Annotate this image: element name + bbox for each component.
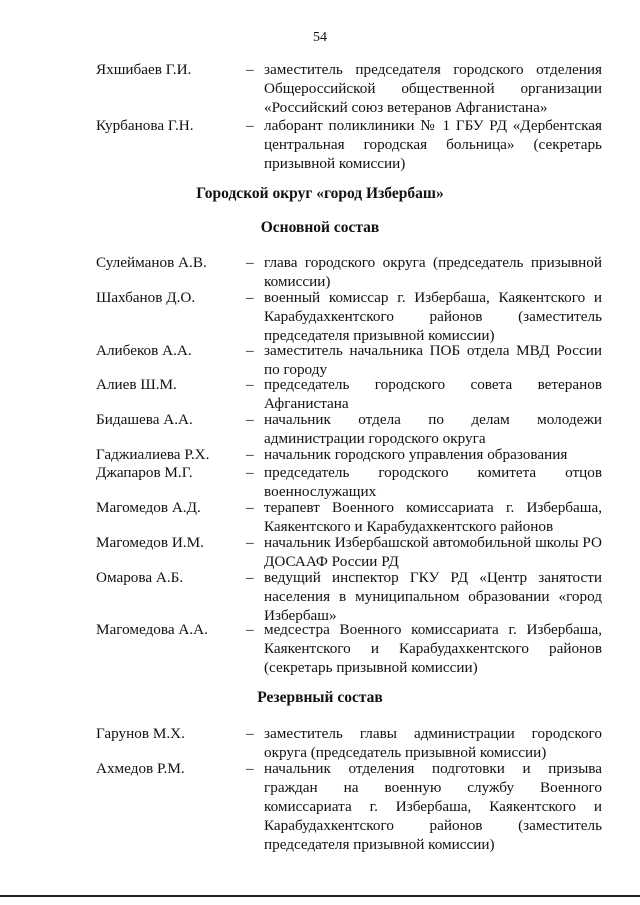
member-position: ведущий инспектор ГКУ РД «Центр занятости населения в муниципальном образовании «город Избербаш» (264, 569, 602, 624)
entry-dash: – (246, 760, 254, 777)
member-name: Курбанова Г.Н. (96, 117, 194, 134)
entry-dash: – (246, 61, 254, 78)
entry-dash: – (246, 376, 254, 393)
section-title: Городской округ «город Избербаш» (196, 185, 444, 202)
member-entry (96, 498, 602, 536)
member-name: Шахбанов Д.О. (96, 289, 196, 306)
member-entry (96, 410, 602, 448)
member-name: Бидашева А.А. (96, 411, 193, 428)
member-name: Алибеков А.А. (96, 342, 192, 359)
bottom-edge-rule (0, 895, 640, 897)
member-position: заместитель главы администрации городского округа (председатель призывной комиссии) (264, 725, 602, 761)
member-name: Яхшибаев Г.И. (96, 61, 192, 78)
reserve-composition-heading: Резервный состав (257, 689, 383, 706)
member-name: Гаджиалиева Р.Х. (96, 446, 210, 463)
member-position: начальник отделения подготовки и призыва граждан на военную службу Военного комиссариата г. Избербаша, Каякентского и Карабудахкентского районов (заместитель председателя призывной комиссии) (264, 760, 602, 853)
member-position: заместитель председателя городского отделения Общероссийской общественной организации «Российский союз ветеранов Афганистана» (264, 61, 602, 116)
entry-dash: – (246, 534, 254, 551)
member-position: заместитель начальника ПОБ отдела МВД России по городу (264, 342, 602, 378)
member-position: председатель городского совета ветеранов Афганистана (264, 376, 602, 412)
member-name: Алиев Ш.М. (96, 376, 177, 393)
member-entry (96, 445, 602, 464)
entry-dash: – (246, 499, 254, 516)
entry-dash: – (246, 342, 254, 359)
member-position: лаборант поликлиники № 1 ГБУ РД «Дербентская центральная городская больница» (секретарь призывной комиссии) (264, 117, 602, 172)
entry-dash: – (246, 569, 254, 586)
entry-dash: – (246, 289, 254, 306)
member-entry (96, 116, 602, 173)
member-position: военный комиссар г. Избербаша, Каякентского и Карабудахкентского районов (заместитель председателя призывной комиссии) (264, 289, 602, 344)
member-entry (96, 533, 602, 571)
member-entry (96, 759, 602, 854)
member-entry (96, 253, 602, 291)
member-position: терапевт Военного комиссариата г. Избербаша, Каякентского и Карабудахкентского районов (264, 499, 602, 535)
entry-dash: – (246, 254, 254, 271)
member-position: начальник отдела по делам молодежи администрации городского округа (264, 411, 602, 447)
main-composition-heading: Основной состав (260, 219, 380, 236)
member-name: Ахмедов Р.М. (96, 760, 185, 777)
entry-dash: – (246, 725, 254, 742)
member-position: медсестра Военного комиссариата г. Избербаша, Каякентского и Карабудахкентского районов (секретарь призывной комиссии) (264, 621, 602, 676)
entry-dash: – (246, 621, 254, 638)
entry-dash: – (246, 446, 254, 463)
entry-dash: – (246, 117, 254, 134)
member-name: Магомедов А.Д. (96, 499, 201, 516)
member-entry (96, 568, 602, 625)
member-entry (96, 724, 602, 762)
member-entry (96, 463, 602, 501)
member-name: Магомедова А.А. (96, 621, 208, 638)
member-entry (96, 375, 602, 413)
entry-dash: – (246, 411, 254, 428)
member-position: начальник городского управления образования (264, 446, 568, 463)
member-entry (96, 60, 602, 117)
member-position: глава городского округа (председатель призывной комиссии) (264, 254, 602, 290)
member-name: Магомедов И.М. (96, 534, 204, 551)
member-entry (96, 620, 602, 677)
member-name: Сулейманов А.В. (96, 254, 207, 271)
member-position: начальник Избербашской автомобильной школы РО ДОСААФ России РД (264, 534, 602, 570)
member-position: председатель городского комитета отцов военнослужащих (264, 464, 602, 500)
member-entry (96, 288, 602, 345)
member-entry (96, 341, 602, 379)
member-name: Омарова А.Б. (96, 569, 184, 586)
member-name: Джапаров М.Г. (96, 464, 193, 481)
entry-dash: – (246, 464, 254, 481)
member-name: Гарунов М.Х. (96, 725, 185, 742)
page-number: 54 (313, 30, 327, 45)
